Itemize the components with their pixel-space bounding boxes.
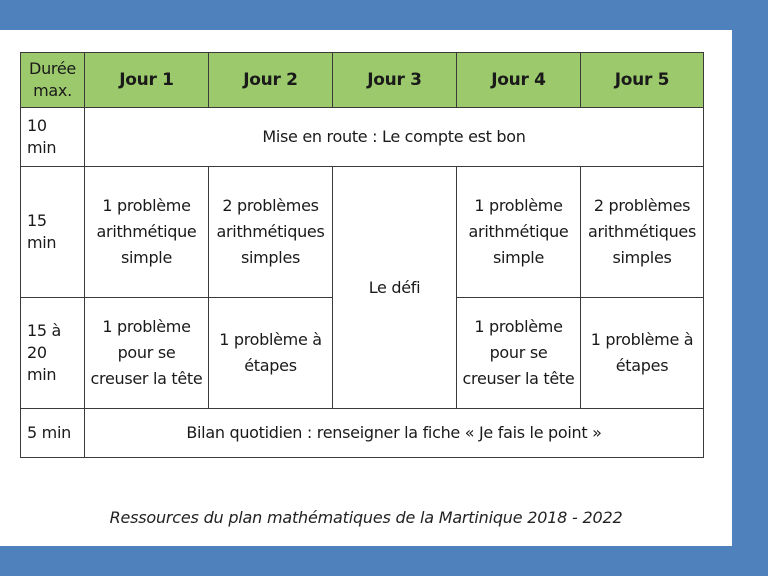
problem-cell-jour5: 2 problèmes arithmétiques simples xyxy=(581,167,704,298)
day-header-4: Jour 4 xyxy=(457,53,581,108)
header-row xyxy=(21,53,704,108)
steps-cell-jour2: 1 problème à étapes xyxy=(209,298,333,409)
duration-unit: min xyxy=(27,365,57,384)
warmup-activity-cell: Mise en route : Le compte est bon xyxy=(85,108,704,167)
duration-value: 10 xyxy=(27,116,47,135)
day-header-1: Jour 1 xyxy=(85,53,209,108)
duration-header-line2: max. xyxy=(33,81,72,100)
problem-cell-jour2: 2 problèmes arithmétiques simples xyxy=(209,167,333,298)
duration-unit: min xyxy=(27,138,57,157)
duration-cell: 5 min xyxy=(21,409,85,458)
schedule-table xyxy=(20,52,704,458)
table-row-warmup xyxy=(21,108,704,167)
day-header-5: Jour 5 xyxy=(581,53,704,108)
day-header-2: Jour 2 xyxy=(209,53,333,108)
duration-value: 15 xyxy=(27,211,47,230)
steps-cell-jour4: 1 problème pour se creuser la tête xyxy=(457,298,581,409)
day-header-3: Jour 3 xyxy=(333,53,457,108)
duration-header xyxy=(21,53,85,108)
steps-cell-jour1: 1 problème pour se creuser la tête xyxy=(85,298,209,409)
duration-cell xyxy=(21,108,85,167)
duration-header-line1: Durée xyxy=(29,59,76,78)
source-credit: Ressources du plan mathématiques de la Martinique 2018 - 2022 xyxy=(109,508,623,527)
duration-cell xyxy=(21,298,85,409)
problem-cell-jour1: 1 problème arithmétique simple xyxy=(85,167,209,298)
duration-value-2: 20 xyxy=(27,343,47,362)
review-activity-cell: Bilan quotidien : renseigner la fiche « Je fais le point » xyxy=(85,409,704,458)
duration-unit: min xyxy=(27,233,57,252)
duration-cell xyxy=(21,167,85,298)
table-row-problems xyxy=(21,167,704,298)
defi-cell-jour3: Le défi xyxy=(333,167,457,409)
slide xyxy=(0,30,732,546)
problem-cell-jour4: 1 problème arithmétique simple xyxy=(457,167,581,298)
steps-cell-jour5: 1 problème à étapes xyxy=(581,298,704,409)
table-row-review xyxy=(21,409,704,458)
duration-value: 15 à xyxy=(27,321,62,340)
